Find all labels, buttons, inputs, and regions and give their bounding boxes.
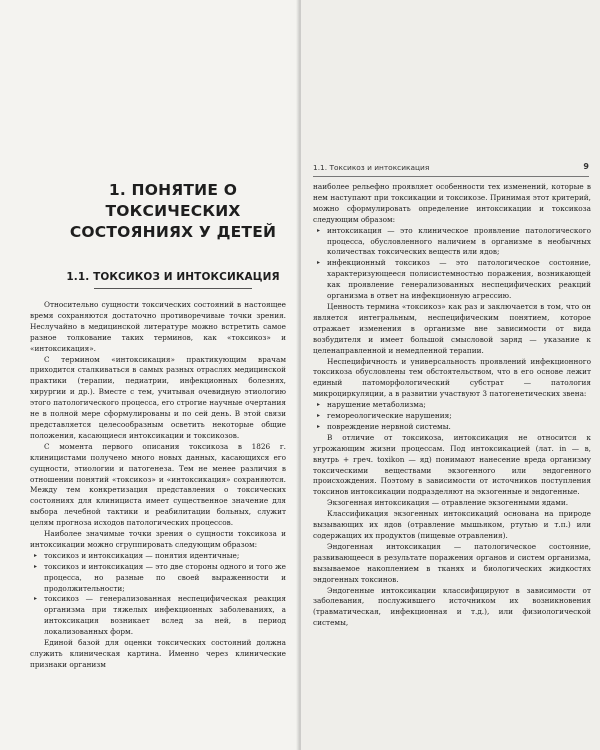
list-item [313, 400, 591, 411]
chapter-title-line: СОСТОЯНИЯХ У ДЕТЕЙ [69, 223, 277, 241]
header-rule [313, 176, 589, 177]
list-item-text: инфекционный токсикоз — это патологическое состояние, характеризующееся полисистемностью поражения, возникающей как проявление генерализованных неспецифических реакций организма в ответ на инфекционную агрессию. [327, 258, 591, 301]
list-item-text: токсикоз и интоксикация — это две стороны одного и того же процесса, но разные по своей выраженности и продолжительности; [44, 561, 286, 593]
chapter-title [60, 180, 286, 243]
right-page-body [313, 182, 591, 629]
list-item [313, 258, 591, 302]
bullet-triangle-icon: ▸ [317, 412, 321, 420]
bullet-triangle-icon: ▸ [34, 551, 38, 559]
paragraph: С момента первого описания токсикоза в 1826 г. клиницистами получено много новых данных, касающихся его сущности, этиологии и патогенеза. Тем не менее различия в отношении понятий «токсикоз» и «интоксикация» сохраняются. Между тем конкретизация представления о токсических состояниях для клинициста имеет существенное значение для выбора лечебной тактики и реабилитации больных, служит целям прогноза исходов патологических процессов. [30, 441, 286, 528]
paragraph: Относительно сущности токсических состояний в настоящее время сохраняются достаточно противоречивые точки зрения. Неслучайно в медицинской литературе можно встретить самое разное толкование таких терминов, как «токсикоз» и «интоксикация». [30, 300, 286, 353]
paragraph: С термином «интоксикация» практикующим врачам приходится сталкиваться в самых разных отраслях медицинской практики (терапии, педиатрии, инфекционных болезнях, хирургии и др.). Вместе с тем, учитывая очевидную этиологию этого патологического процесса, его строгие научные очертания не в полной мере сформулированы и по сей день. В этой связи представляется целесообразным осветить некоторые общие положения, касающиеся интоксикации и токсикозов. [30, 354, 286, 440]
left-page-body [30, 300, 286, 671]
list-item-text: нарушение метаболизма; [327, 400, 426, 410]
page-number: 9 [583, 162, 589, 171]
list-item [313, 226, 591, 259]
list-item [313, 411, 591, 422]
paragraph: Ценность термина «токсикоз» как раз и заключается в том, что он является интегральным, неспецифическим понятием, которое отражает изменения в организме вне зависимости от вида возбудителя и имеет большой смысловой заряд — указание к целенаправленной и немедленной терапии. [313, 301, 591, 355]
bullet-triangle-icon: ▸ [317, 401, 321, 409]
running-header [313, 163, 589, 175]
list-item [30, 594, 286, 638]
bullet-triangle-icon: ▸ [34, 595, 38, 603]
bullet-triangle-icon: ▸ [317, 422, 321, 430]
list-item-text: токсикоз — генерализованная неспецифическая реакция организма при тяжелых инфекционных заболеваниях, а интоксикация возникает вслед за ней, в период локализованных форм. [44, 594, 286, 637]
paragraph: Единой базой для оценки токсических состояний должна служить клиническая картина. Именно через клинические признаки организм [30, 638, 286, 669]
list-item-text: гемореологические нарушения; [327, 411, 452, 421]
list-item-text: повреждение нервной системы. [327, 421, 451, 431]
paragraph: Экзогенная интоксикация — отравление экзогенными ядами. [327, 498, 569, 508]
right-page [301, 0, 600, 750]
list-item-text: интоксикация — это клиническое проявление патологического процесса, обусловленного наличием в организме в необычных количествах токсических веществ или ядов; [327, 225, 591, 257]
paragraph: наиболее рельефно проявляет особенности тех изменений, которые в нем наступают при токсикации и токсикозе. Принимая этот критерий, можно сформулировать определение интоксикации и токсикоза следующим образом: [313, 182, 591, 224]
bullet-triangle-icon: ▸ [34, 562, 38, 570]
bullet-triangle-icon: ▸ [317, 226, 321, 234]
list-item [30, 562, 286, 595]
section-underline [94, 288, 252, 289]
viewpoints-list [30, 551, 286, 638]
paragraph: Классификация экзогенных интоксикаций основана на природе вызывающих их ядов (отравление мышьяком, ртутью и т.п.) или содержащих их продуктов (пищевые отравления). [313, 509, 591, 540]
chapter-title-line: 1. ПОНЯТИЕ О ТОКСИЧЕСКИХ [105, 181, 241, 220]
paragraph: Неспецифичность и универсальность проявлений инфекционного токсикоза обусловлены тем обстоятельством, что в его основе лежит единый патоморфологический субстрат — патология микроциркуляции, а в развитии участвуют 3 патогенетических звена: [313, 356, 591, 399]
paragraph: Эндогенные интоксикации классифицируют в зависимости от заболевания, послужившего источником их возникновения (травматическая, инфекционная и т.д.), или физиологической системы, [313, 585, 591, 628]
list-item [313, 422, 591, 433]
section-title: 1.1. ТОКСИКОЗ И ИНТОКСИКАЦИЯ [66, 271, 280, 283]
list-item [30, 551, 286, 562]
paragraph: Наиболее значимые точки зрения о сущности токсикоза и интоксикации можно сгруппировать следующим образом: [30, 529, 286, 549]
list-item-text: токсикоз и интоксикация — понятия идентичные; [44, 550, 240, 560]
pathogenetic-links-list [313, 400, 591, 433]
paragraph: В отличие от токсикоза, интоксикация не относится к угрожающим жизни процессам. Под интоксикацией (лат. in — в, внутрь + греч. toxikon — яд) понимают нанесение вреда организму токсическими веществами экзогенного или эндогенного происхождения. Поэтому в зависимости от источников поступления токсинов интоксикации подразделяют на экзогенные и эндогенные. [313, 432, 591, 497]
running-header-title: 1.1. Токсикоз и интоксикация [313, 163, 430, 172]
bullet-triangle-icon: ▸ [317, 259, 321, 267]
definitions-list [313, 226, 591, 302]
paragraph: Эндогенная интоксикация — патологическое состояние, развивающееся в результате поражения органов и систем организма, вызываемое накоплением в тканях и биологических жидкостях эндогенных токсинов. [313, 541, 591, 584]
